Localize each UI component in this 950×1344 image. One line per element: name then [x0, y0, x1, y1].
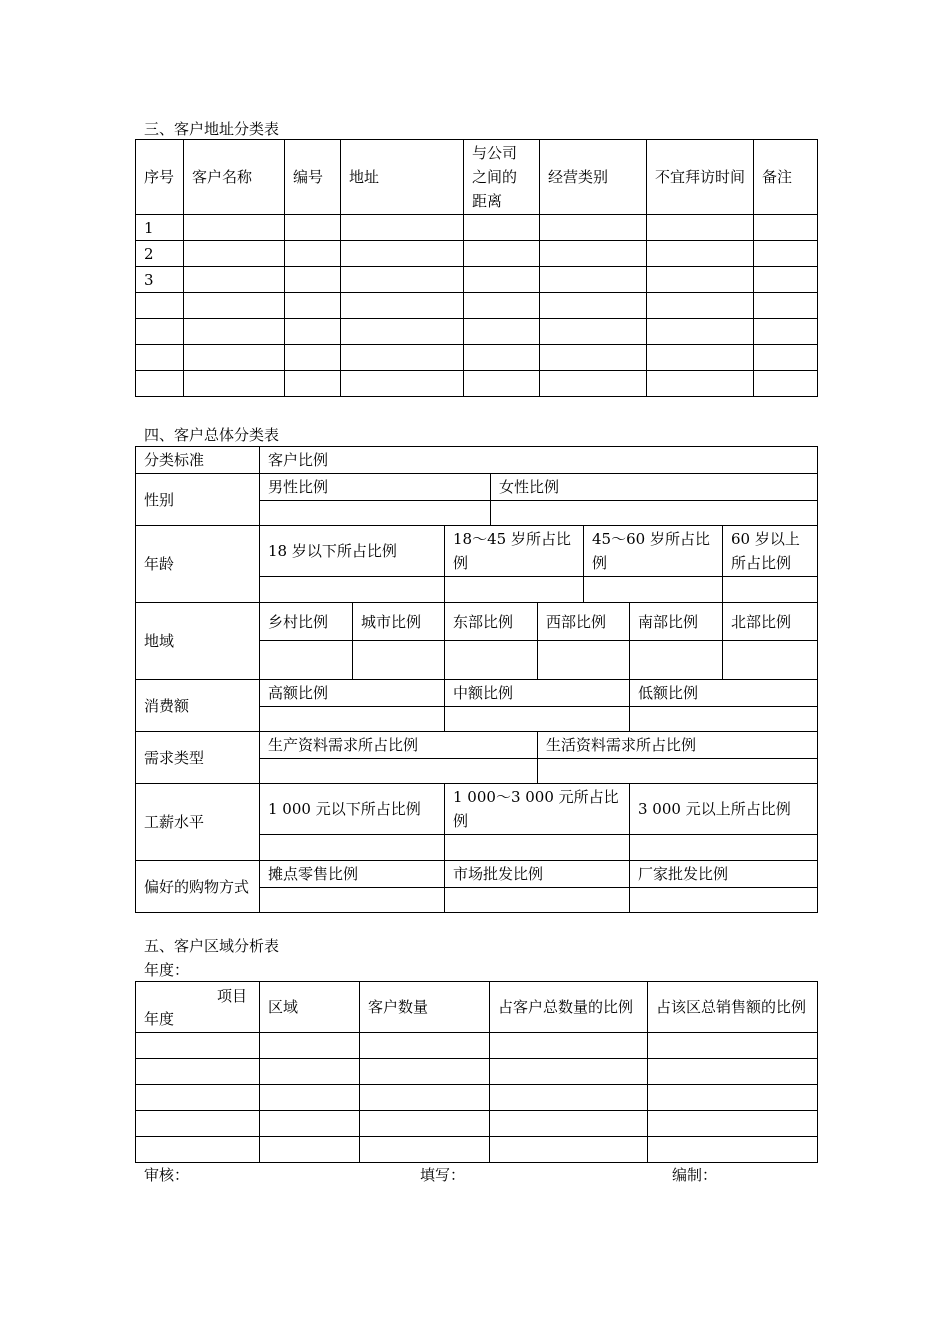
salary-under-1000: 1 000 元以下所占比例: [260, 784, 445, 835]
header-address: 地址: [341, 140, 464, 215]
header-customer-count: 客户数量: [360, 982, 490, 1033]
customer-region-table: [135, 981, 818, 1163]
age-label: 年龄: [136, 526, 260, 603]
review-label: 审核：: [144, 1166, 190, 1184]
header-business: 经营类别: [540, 140, 647, 215]
header-region: 区域: [260, 982, 360, 1033]
female-ratio-label: 女性比例: [491, 474, 818, 501]
row-number: [136, 319, 184, 345]
gender-label: 性别: [136, 474, 260, 526]
age-under-18: 18 岁以下所占比例: [260, 526, 445, 577]
table-row: [136, 1033, 818, 1059]
table-row: [136, 1059, 818, 1085]
table-row: [136, 1085, 818, 1111]
stall-retail-ratio: 摊点零售比例: [260, 861, 445, 888]
shopping-label: 偏好的购物方式: [136, 861, 260, 913]
header-no-visit: 不宜拜访时间: [647, 140, 754, 215]
compile-label: 编制：: [672, 1166, 718, 1184]
header-distance: 与公司之间的距离: [464, 140, 540, 215]
low-spending-ratio: 低额比例: [630, 680, 818, 707]
year-label: 年度：: [144, 961, 190, 979]
male-ratio-label: 男性比例: [260, 474, 491, 501]
header-criteria: 分类标准: [136, 447, 260, 474]
age-18-45: 18～45 岁所占比例: [445, 526, 584, 577]
header-name: 客户名称: [184, 140, 285, 215]
section4-title: 四、客户总体分类表: [144, 426, 280, 444]
header-count-ratio: 占客户总数量的比例: [490, 982, 648, 1033]
salary-label: 工薪水平: [136, 784, 260, 861]
header-ratio: 客户比例: [260, 447, 818, 474]
table-row: [136, 293, 818, 319]
row-number: [136, 345, 184, 371]
market-wholesale-ratio: 市场批发比例: [445, 861, 630, 888]
header-code: 编号: [285, 140, 341, 215]
table-row: [136, 241, 818, 267]
row-number: 2: [136, 241, 184, 267]
header-item: 项目: [216, 987, 247, 1005]
header-row: [136, 140, 818, 215]
fill-label: 填写：: [420, 1166, 466, 1184]
living-demand-ratio: 生活资料需求所占比例: [538, 732, 818, 759]
header-sales-ratio: 占该区总销售额的比例: [648, 982, 818, 1033]
urban-ratio: 城市比例: [353, 603, 445, 641]
region-label: 地域: [136, 603, 260, 680]
header-diagonal-cell: [136, 982, 260, 1033]
high-spending-ratio: 高额比例: [260, 680, 445, 707]
header-seq: 序号: [136, 140, 184, 215]
east-ratio: 东部比例: [445, 603, 538, 641]
table-row: [136, 1111, 818, 1137]
table-row: [136, 215, 818, 241]
table-row: [136, 319, 818, 345]
rural-ratio: 乡村比例: [260, 603, 353, 641]
age-over-60: 60 岁以上所占比例: [723, 526, 818, 577]
row-number: 3: [136, 267, 184, 293]
table-row: [136, 1137, 818, 1163]
header-remark: 备注: [754, 140, 818, 215]
customer-overall-table: [135, 446, 818, 913]
demand-label: 需求类型: [136, 732, 260, 784]
row-number: [136, 293, 184, 319]
table-row: [136, 345, 818, 371]
row-number: 1: [136, 215, 184, 241]
north-ratio: 北部比例: [723, 603, 818, 641]
table-row: [136, 371, 818, 397]
age-45-60: 45～60 岁所占比例: [584, 526, 723, 577]
mid-spending-ratio: 中额比例: [445, 680, 630, 707]
south-ratio: 南部比例: [630, 603, 723, 641]
table-row: [136, 267, 818, 293]
header-year: 年度: [144, 1010, 175, 1028]
salary-1000-3000: 1 000～3 000 元所占比例: [445, 784, 630, 835]
west-ratio: 西部比例: [538, 603, 630, 641]
section3-title: 三、客户地址分类表: [144, 120, 280, 138]
customer-address-table: [135, 139, 818, 397]
salary-over-3000: 3 000 元以上所占比例: [630, 784, 818, 835]
factory-wholesale-ratio: 厂家批发比例: [630, 861, 818, 888]
production-demand-ratio: 生产资料需求所占比例: [260, 732, 538, 759]
spending-label: 消费额: [136, 680, 260, 732]
section5-title: 五、客户区域分析表: [144, 937, 280, 955]
row-number: [136, 371, 184, 397]
